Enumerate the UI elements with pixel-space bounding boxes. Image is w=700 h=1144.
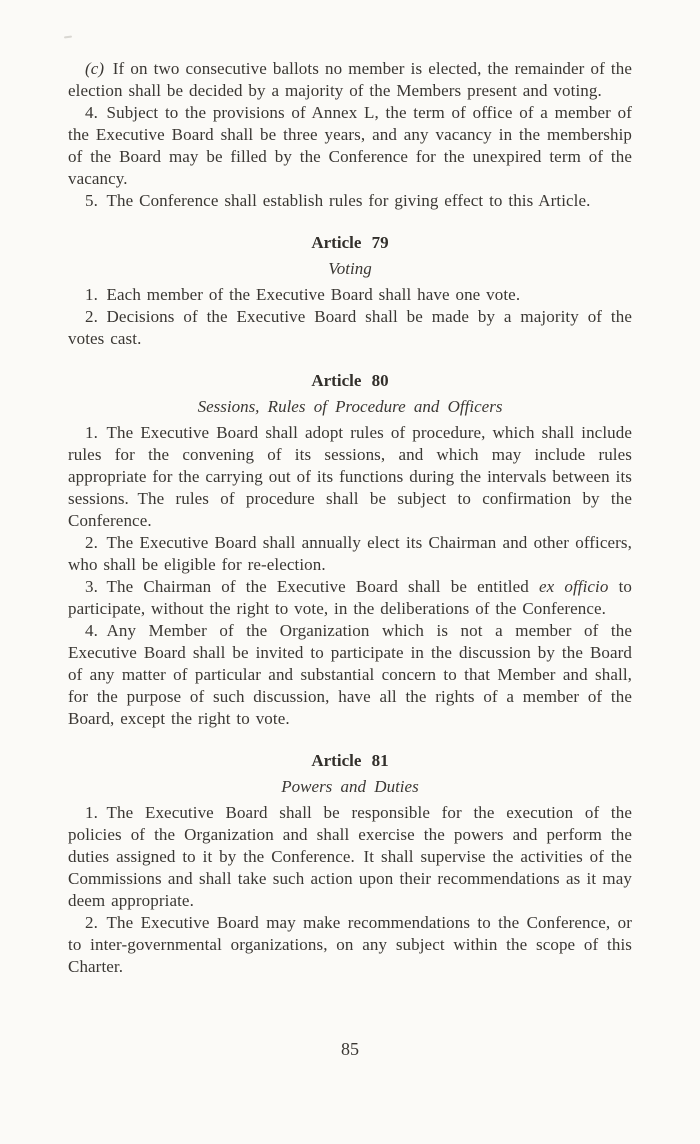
paragraph bbox=[68, 306, 632, 350]
paragraph bbox=[68, 422, 632, 532]
paragraph bbox=[68, 912, 632, 978]
body-text: 4. Subject to the provisions of Annex L, the term of office of a member of the Executive Board shall be three years, and any vacancy in the membership of the Board may be filled by the Conference for the unexpired term of the vacancy. bbox=[68, 103, 632, 188]
body-text: 2. The Executive Board may make recommendations to the Conference, or to inter-governmental organizations, on any subject within the scope of this Charter. bbox=[68, 913, 632, 976]
paragraph bbox=[68, 576, 632, 620]
paragraph bbox=[68, 532, 632, 576]
body-text: If on two consecutive ballots no member is elected, the remainder of the election shall be decided by a majority of the Members present and voting. bbox=[68, 59, 632, 100]
paragraph bbox=[68, 102, 632, 190]
body-text: 2. Decisions of the Executive Board shall be made by a majority of the votes cast. bbox=[68, 307, 632, 348]
paragraph bbox=[68, 58, 632, 102]
article-heading: Article 80 bbox=[311, 371, 389, 390]
body-text: 1. The Executive Board shall be responsible for the execution of the policies of the Organization and shall exercise the powers and perform the duties assigned to it by the Conference. It shall supervise the activities of the Commissions and shall take such action upon their recommendations as it may deem appropriate. bbox=[68, 803, 632, 910]
body-text: 1. The Executive Board shall adopt rules of procedure, which shall include rules for the convening of its sessions, and which may include rules appropriate for the carrying out of its functions during the intervals between its sessions. The rules of procedure shall be subject to confirmation by the Conference. bbox=[68, 423, 632, 530]
article-subheading: Sessions, Rules of Procedure and Officers bbox=[197, 397, 503, 416]
article-heading: Article 79 bbox=[311, 233, 389, 252]
italic-text: (c) bbox=[85, 59, 105, 78]
article-subheading: Powers and Duties bbox=[281, 777, 419, 796]
body-text: to participate, without the right to vote, in the deliberations of the Conference. bbox=[68, 577, 633, 618]
paragraph bbox=[68, 284, 632, 306]
article-subheading: Voting bbox=[328, 259, 372, 278]
paragraph bbox=[68, 620, 632, 730]
article-heading: Article 81 bbox=[311, 751, 389, 770]
body-text: 2. The Executive Board shall annually elect its Chairman and other officers, who shall be eligible for re-election. bbox=[68, 533, 632, 574]
page-number: 85 bbox=[341, 1039, 359, 1059]
body-text: 5. The Conference shall establish rules for giving effect to this Article. bbox=[85, 191, 591, 210]
body-text: 3. The Chairman of the Executive Board shall be entitled bbox=[85, 577, 539, 596]
paragraph bbox=[68, 802, 632, 912]
italic-text: ex officio bbox=[538, 577, 609, 596]
body-text: 4. Any Member of the Organization which is not a member of the Executive Board shall be invited to participate in the discussion by the Board of any matter of particular and substantial concern to that Member and shall, for the purpose of such discussion, have all the rights of a member of the Board, except the right to vote. bbox=[68, 621, 632, 728]
body-text: 1. Each member of the Executive Board shall have one vote. bbox=[85, 285, 521, 304]
paragraph bbox=[68, 190, 632, 212]
